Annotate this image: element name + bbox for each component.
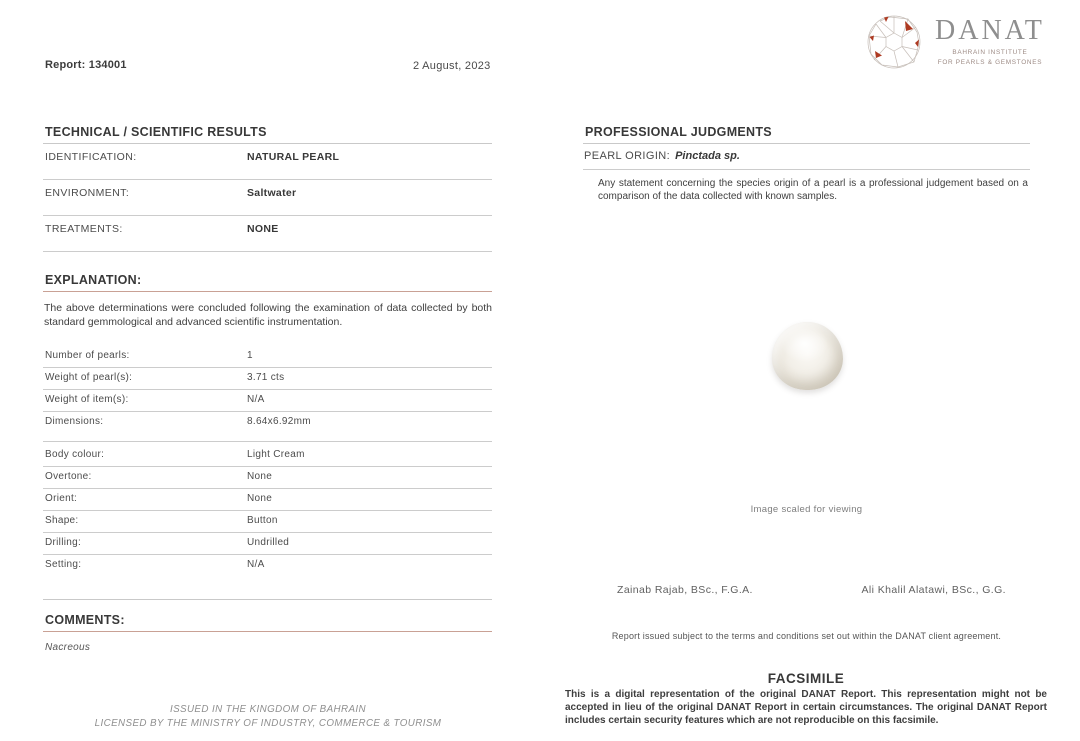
logo-tagline-line1: BAHRAIN INSTITUTE (952, 48, 1028, 56)
shape-value: Button (247, 515, 278, 527)
number-of-pearls-row (43, 346, 492, 368)
technical-results-title: TECHNICAL / SCIENTIFIC RESULTS (45, 125, 267, 139)
left-column (43, 125, 492, 653)
number-of-pearls-label: Number of pearls: (45, 350, 130, 362)
report-date: 2 August, 2023 (413, 60, 491, 72)
body-colour-row (43, 442, 492, 467)
orient-label: Orient: (45, 493, 78, 505)
origin-judgment-note: Any statement concerning the species origin of a pearl is a professional judgement based on a comparison of the data collected with known samples. (598, 178, 1028, 203)
weight-of-pearls-value: 3.71 cts (247, 372, 285, 384)
body-colour-value: Light Cream (247, 449, 305, 461)
comments-section (43, 613, 492, 653)
professional-judgments-title: PROFESSIONAL JUDGMENTS (585, 125, 772, 139)
overtone-label: Overtone: (45, 471, 92, 483)
dimensions-row (43, 412, 492, 442)
identification-value: NATURAL PEARL (247, 151, 340, 163)
terms-note: Report issued subject to the terms and conditions set out within the DANAT client agreement. (611, 631, 1002, 641)
signatures (583, 584, 1030, 596)
drilling-label: Drilling: (45, 537, 82, 549)
environment-label: ENVIRONMENT: (45, 187, 130, 199)
explanation-title: EXPLANATION: (45, 273, 142, 287)
facsimile-title: FACSIMILE (767, 671, 845, 686)
explanation-section (43, 273, 492, 329)
treatments-value: NONE (247, 223, 279, 235)
logo-tagline (938, 48, 1042, 67)
danat-logo (862, 10, 1045, 74)
pearl-origin-row (583, 144, 1030, 170)
pearl-origin-value: Pinctada sp. (675, 150, 740, 162)
setting-label: Setting: (45, 559, 82, 571)
danat-pearl-emblem-icon (862, 10, 926, 74)
number-of-pearls-value: 1 (247, 350, 253, 362)
shape-label: Shape: (45, 515, 79, 527)
weight-of-pearls-row (43, 368, 492, 390)
weight-of-items-value: N/A (247, 394, 265, 406)
setting-value: N/A (247, 559, 265, 571)
issuer-footer (43, 703, 493, 730)
setting-row (43, 555, 492, 576)
weight-of-items-row (43, 390, 492, 412)
environment-value: Saltwater (247, 187, 297, 199)
signature-right: Ali Khalil Alatawi, BSc., G.G. (861, 584, 1006, 596)
drilling-row (43, 533, 492, 555)
body-colour-label: Body colour: (45, 449, 105, 461)
facsimile-body: This is a digital representation of the original DANAT Report. This representation might not be accepted in lieu of the original DANAT Report in certain circumstances. The original DANAT Report includes certain security features which are not reproducible on this facsimile. (565, 689, 1047, 726)
pearl-image (772, 322, 843, 390)
orient-value: None (247, 493, 273, 505)
explanation-body: The above determinations were concluded following the examination of data collected by both standard gemmological and advanced scientific instrumentation. (44, 302, 492, 329)
treatments-label: TREATMENTS: (45, 223, 123, 235)
footer-line2: LICENSED BY THE MINISTRY OF INDUSTRY, COMMERCE & TOURISM (94, 717, 442, 729)
footer-line1: ISSUED IN THE KINGDOM OF BAHRAIN (169, 704, 367, 715)
identification-label: IDENTIFICATION: (45, 151, 137, 163)
overtone-row (43, 467, 492, 489)
signature-left: Zainab Rajab, BSc., F.G.A. (617, 584, 753, 596)
pearl-origin-label: PEARL ORIGIN: (584, 150, 671, 162)
comments-body: Nacreous (45, 642, 91, 654)
orient-row (43, 489, 492, 511)
divider (43, 599, 492, 600)
treatments-row (43, 216, 492, 252)
identification-row (43, 144, 492, 180)
overtone-value: None (247, 471, 273, 483)
drilling-value: Undrilled (247, 537, 290, 549)
right-column (583, 125, 1030, 203)
dimensions-label: Dimensions: (45, 416, 104, 428)
dimensions-value: 8.64x6.92mm (247, 416, 311, 428)
pearl-details-group1 (43, 346, 492, 576)
environment-row (43, 180, 492, 216)
logo-tagline-line2: FOR PEARLS & GEMSTONES (937, 58, 1043, 66)
logo-wordmark: DANAT (935, 14, 1045, 46)
pearl-photo (772, 322, 846, 398)
weight-of-pearls-label: Weight of pearl(s): (45, 372, 133, 384)
logo-text (935, 14, 1045, 67)
facsimile-section (565, 671, 1047, 727)
divider-accent (43, 631, 492, 632)
comments-title: COMMENTS: (45, 613, 125, 628)
weight-of-items-label: Weight of item(s): (45, 394, 129, 406)
report-number: Report: 134001 (45, 59, 127, 71)
divider-accent (43, 291, 492, 292)
shape-row (43, 511, 492, 533)
image-caption: Image scaled for viewing (750, 504, 863, 515)
